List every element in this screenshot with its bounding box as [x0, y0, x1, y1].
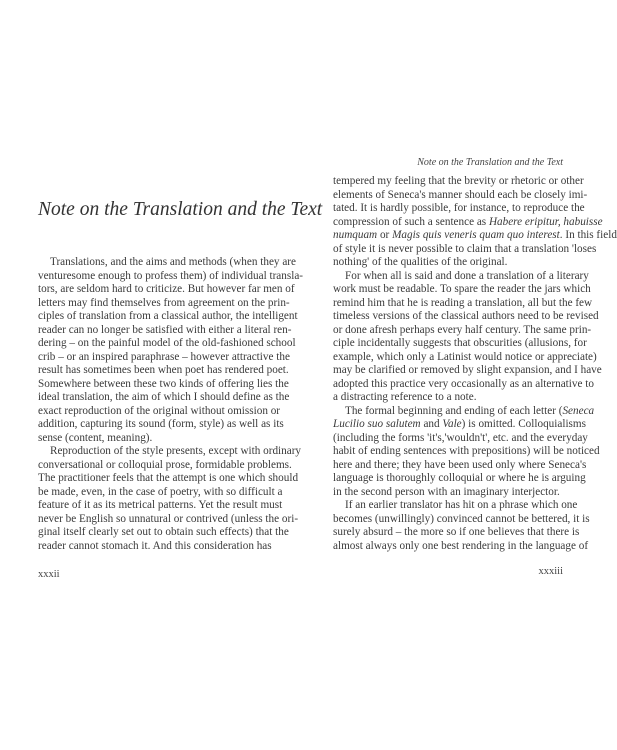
text-line: venturesome enough to profess them) of individual transla- [38, 269, 304, 282]
page-number-right: xxxiii [538, 566, 563, 577]
text-line: reader can no longer be satisfied with either a literal ren- [38, 323, 292, 336]
text-line: exact reproduction of the original without omission or [38, 404, 281, 417]
text-line [333, 229, 617, 243]
text-line [333, 215, 603, 230]
text-line [333, 391, 563, 405]
text-line [333, 256, 563, 270]
text-run: or [377, 229, 393, 241]
text-run: ) is omitted. Colloquialisms [461, 418, 586, 430]
italic-text: Seneca [562, 404, 595, 417]
text-line [333, 377, 594, 392]
text-line [333, 337, 587, 351]
text-run: The formal beginning and ending of each letter ( [345, 404, 563, 417]
text-run: here and there; they have been used only where Seneca's [333, 458, 587, 471]
text-run: nothing' of the qualities of the original. [333, 256, 508, 268]
text-line [333, 404, 595, 419]
page-number-left: xxxii [38, 569, 60, 580]
text-run: compression of such a sentence as [333, 215, 489, 228]
right-page [300, 0, 617, 750]
italic-text: Lucilio suo salutem [333, 418, 421, 430]
text-line: crib – or an inspired paraphrase – however attractive the [38, 350, 290, 363]
text-line [333, 526, 580, 540]
text-line [333, 364, 602, 378]
text-run: language is thoroughly colloquial or where he is arguing [333, 472, 586, 484]
italic-text: numquam [333, 229, 378, 241]
italic-text: Magis quis veneris quam quo interest [392, 229, 560, 241]
text-line [333, 188, 588, 203]
text-line: ginal itself clearly set out to obtain such effects) that the [38, 526, 289, 538]
text-line [333, 202, 585, 216]
text-line: The practitioner feels that the attempt is one which should [38, 472, 299, 484]
text-run: (including the forms 'it's,'wouldn't', etc. and the everyday [333, 431, 588, 444]
text-run: may be clarified or removed by slight expansion, and I have [333, 364, 602, 376]
text-run: tated. It is hardly possible, for instance, to reproduce the [333, 202, 585, 214]
left-page-body [38, 256, 304, 553]
text-run: in the second person with an imaginary interjector. [333, 485, 560, 498]
text-run: a distracting reference to a note. [333, 391, 477, 403]
right-page-body [333, 175, 617, 553]
text-run: or done afresh perhaps every half century. The same prin- [333, 323, 592, 336]
text-line: result has sometimes been when poet has rendered poet. [38, 364, 289, 376]
text-line: dering – on the painful model of the old-fashioned school [38, 337, 296, 349]
text-line [333, 486, 563, 500]
text-line: never be English so unnatural or contrived (unless the ori- [38, 512, 299, 525]
text-run: remind him that he is reading a translation, all but the few [333, 296, 593, 309]
text-run: of style it is never possible to claim that a translation 'loses [333, 242, 597, 255]
text-line: ciples of translation from a classical author, the intelligent [38, 310, 298, 322]
text-run: surely absurd – the more so if one believes that there is [333, 526, 580, 538]
text-line: Reproduction of the style presents, except with ordinary [50, 445, 302, 457]
italic-text: Vale [442, 418, 462, 430]
text-run: tempered my feeling that the brevity or rhetoric or other [333, 175, 584, 187]
text-line [333, 269, 589, 284]
text-line [333, 283, 591, 297]
text-line [333, 310, 599, 324]
chapter-title: Note on the Translation and the Text [38, 199, 323, 220]
text-line: feature of it as its metrical patterns. Yet the result must [38, 499, 283, 511]
text-run: almost always only one best rendering in the language of [333, 539, 589, 552]
text-line [333, 445, 600, 459]
italic-text: Habere eripitur, habuisse [488, 215, 603, 228]
text-run: habit of ending sentences with prepositions) will be noticed [333, 445, 600, 457]
text-line: Somewhere between these two kinds of offering lies the [38, 377, 289, 390]
text-line [333, 323, 592, 338]
text-run: example, which only a Latinist would notice or appreciate) [333, 350, 597, 363]
text-line [333, 458, 587, 473]
text-line [333, 472, 586, 486]
text-line [333, 499, 578, 513]
text-line: tors, are seldom hard to criticize. But however far men of [38, 283, 295, 295]
text-line [333, 539, 589, 554]
text-line: reader cannot stomach it. And this consideration has [38, 539, 272, 552]
text-run: . In this field [559, 229, 617, 241]
text-line: Translations, and the aims and methods (when they are [50, 256, 296, 268]
text-run: elements of Seneca's manner should each be closely imi- [333, 188, 588, 201]
text-line [333, 512, 590, 527]
text-run: timeless versions of the classical authors need to be revised [333, 310, 599, 322]
text-line [333, 418, 586, 432]
text-line: letters may find themselves from agreement on the prin- [38, 296, 290, 309]
text-line [333, 175, 584, 189]
text-run: adopted this practice very occasionally as an alternative to [333, 377, 594, 390]
text-run: work must be readable. To spare the reader the jars which [333, 283, 591, 295]
text-run: ciple incidentally suggests that obscurities (allusions, for [333, 337, 587, 349]
text-line [333, 242, 597, 257]
text-run: For when all is said and done a translation of a literary [345, 269, 589, 282]
text-line [333, 296, 593, 311]
running-head: Note on the Translation and the Text [417, 157, 563, 168]
text-line: ideal translation, the aim of which I should define as the [38, 391, 290, 403]
text-line: addition, capturing its sound (form, style) as well as its [38, 418, 284, 430]
text-run: becomes (unwillingly) convinced cannot be bettered, it is [333, 512, 590, 525]
text-run: If an earlier translator has hit on a phrase which one [345, 499, 578, 511]
text-line: be made, even, in the case of poetry, with so difficult a [38, 485, 283, 498]
text-line [333, 431, 588, 446]
text-run: and [420, 418, 443, 430]
text-line [333, 350, 597, 365]
text-line: sense (content, meaning). [38, 431, 153, 444]
text-line: conversational or colloquial prose, formidable problems. [38, 458, 292, 471]
